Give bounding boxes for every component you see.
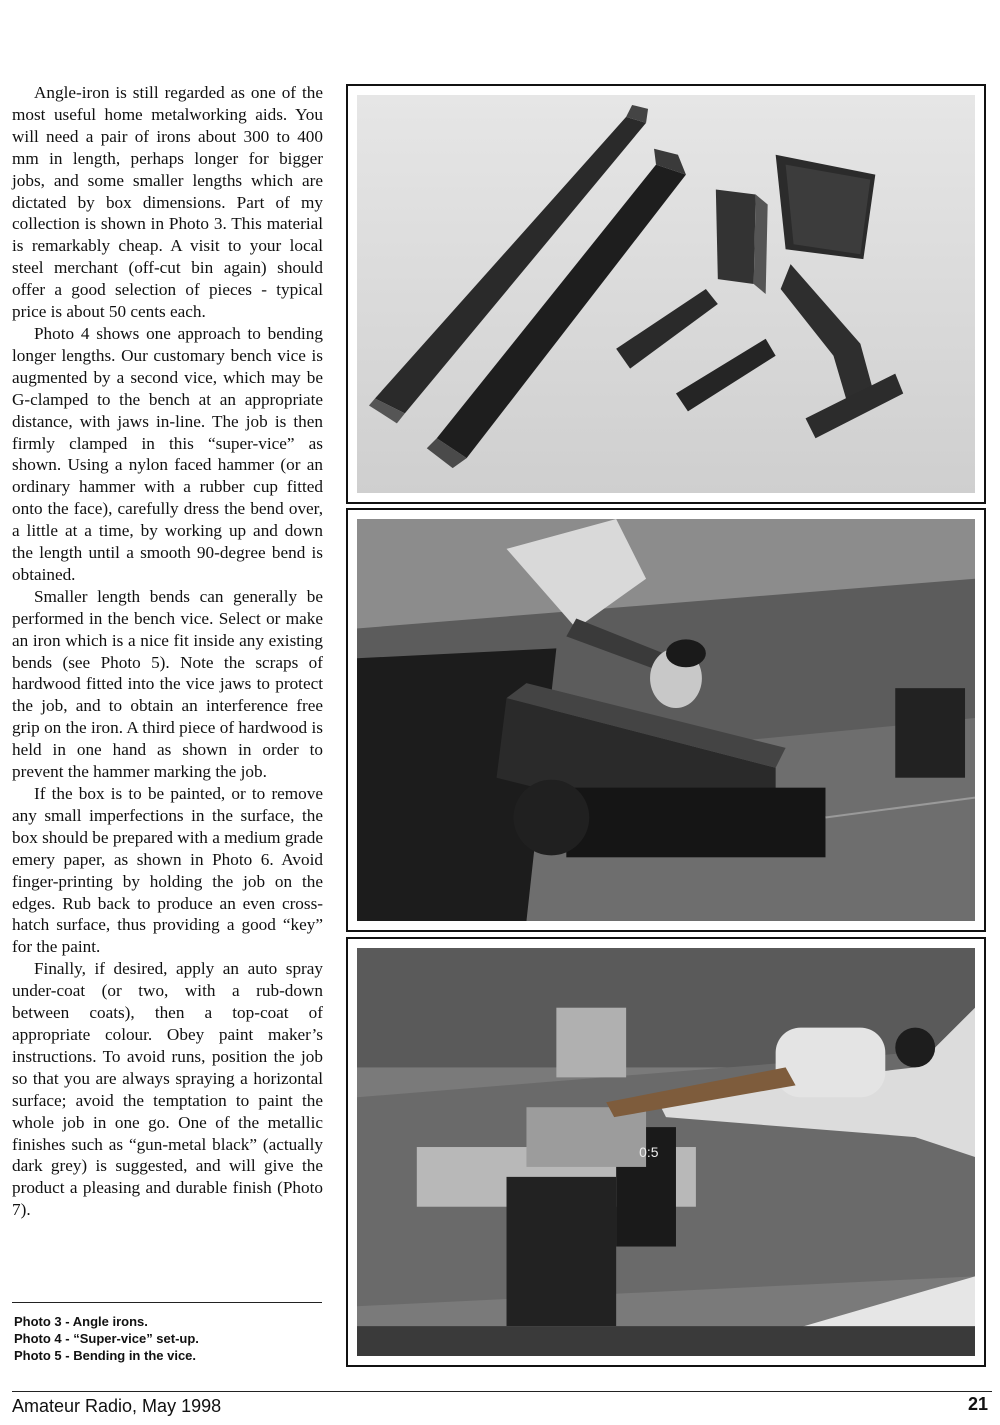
- photo-captions: [14, 1313, 324, 1364]
- angle-irons-illustration: [357, 95, 975, 493]
- article-paragraph: Angle-iron is still regarded as one of the most useful home metalworking aids. You will need a pair of irons about 300 to 400 mm in length, perhaps longer for bigger jobs, and some smaller lengths which are dictated by box dimensions. Part of my collection is shown in Photo 3. This material is remarkably cheap. A visit to your local steel merchant (off-cut bin again) should offer a good selection of pieces - typical price is about 50 cents each.: [12, 83, 323, 322]
- photo-5-frame: [346, 937, 986, 1367]
- photo-3-frame: [346, 84, 986, 504]
- bending-vice-illustration: [357, 948, 975, 1356]
- super-vice-illustration: [357, 519, 975, 921]
- photo-5-bending: [357, 948, 975, 1356]
- caption-photo-4: Photo 4 - “Super-vice” set-up.: [14, 1331, 199, 1346]
- footer-publication: Amateur Radio, May 1998: [12, 1396, 222, 1416]
- article-paragraph: Photo 4 shows one approach to bending longer lengths. Our customary bench vice is augmented by a second vice, which may be G-clamped to the bench at an appropriate distance, with jaws in-line. The job is then firmly clamped in this “super-vice” as shown. Using a nylon faced hammer (or an ordinary hammer with a rubber cup fitted onto the face), carefully dress the bend over, a little at a time, by working up and down the length until a smooth 90-degree bend is obtained.: [12, 323, 323, 584]
- article-paragraph: Finally, if desired, apply an auto spray under-coat (or two, with a rub-down between coats), then a top-coat of appropriate colour. Obey paint maker’s instructions. To avoid runs, position the job so that you are always spraying a horizontal surface; avoid the temptation to paint the whole job in one go. One of the metallic finishes such as “gun-metal black” (actually dark grey) is suggested, and will give the product a pleasing and durable finish (Photo 7).: [12, 959, 323, 1220]
- page-number: 21: [967, 1394, 988, 1414]
- photo-3-angle-irons: [357, 95, 975, 493]
- job-marking-label: 0:5: [639, 1143, 659, 1160]
- caption-photo-3: Photo 3 - Angle irons.: [14, 1314, 148, 1329]
- caption-photo-5: Photo 5 - Bending in the vice.: [14, 1348, 197, 1363]
- photo-4-frame: [346, 508, 986, 932]
- footer-divider: [12, 1391, 992, 1392]
- photo-4-super-vice: [357, 519, 975, 921]
- caption-divider: [12, 1302, 322, 1303]
- article-paragraph: If the box is to be painted, or to remove any small imperfections in the surface, the box should be prepared with a medium grade emery paper, as shown in Photo 6. Avoid finger-printing by holding the job on the edges. Rub back to produce an even cross-hatch surface, thus providing a good “key” for the paint.: [12, 784, 323, 957]
- article-body: [12, 82, 323, 1221]
- article-paragraph: Smaller length bends can generally be performed in the bench vice. Select or make an iron which is a nice fit inside any existing bends (see Photo 5). Note the scraps of hardwood fitted into the vice jaws to protect the job, and to obtain an interference free grip on the iron. A third piece of hardwood is held in one hand as shown in order to prevent the hammer marking the job.: [12, 586, 323, 782]
